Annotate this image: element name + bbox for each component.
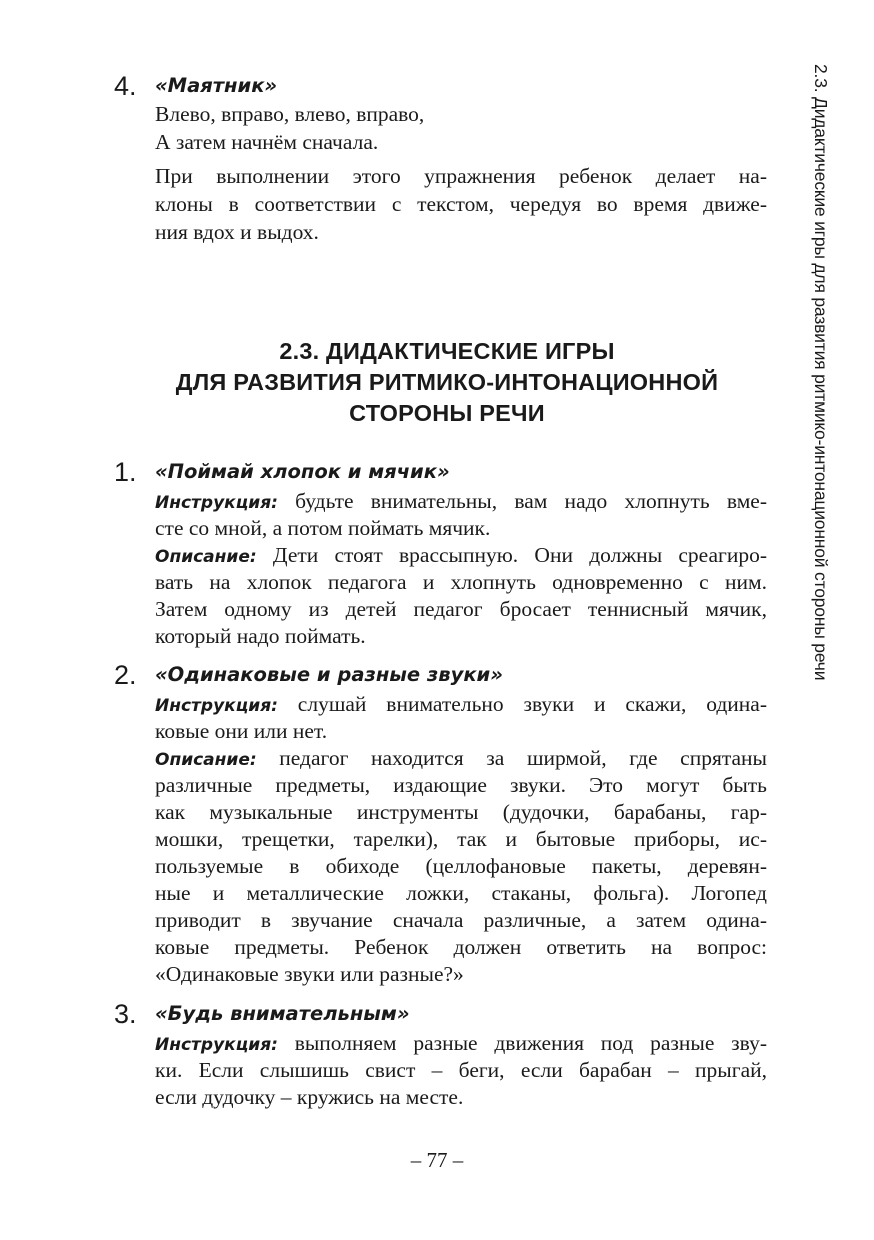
item-number: 3. xyxy=(114,999,137,1029)
section-heading-line: ДЛЯ РАЗВИТИЯ РИТМИКО-ИНТОНАЦИОННОЙ xyxy=(175,369,719,395)
paragraph-line: При выполнении этого упражнения ребенок делает на- xyxy=(155,164,767,188)
description-line: вать на хлопок педагога и хлопнуть одновременно с ним. xyxy=(155,570,767,594)
instruction-line: ки. Если слышишь свист – беги, если барабан – прыгай, xyxy=(155,1058,767,1082)
page-number: – 77 – xyxy=(410,1148,464,1172)
item-title: «Поймай хлопок и мячик» xyxy=(155,460,450,483)
description-line: как музыкальные инструменты (дудочки, барабаны, гар- xyxy=(155,800,767,824)
instruction-line: если дудочку – кружись на месте. xyxy=(155,1085,464,1109)
description-line: Затем одному из детей педагог бросает теннисный мячик, xyxy=(155,597,767,621)
instruction-label: Инструкция: xyxy=(155,493,278,513)
description-line: Описание: Дети стоят врассыпную. Они должны среагиро- xyxy=(155,543,767,567)
instruction-line: Инструкция: выполняем разные движения под разные зву- xyxy=(155,1031,767,1055)
paragraph-line: ния вдох и выдох. xyxy=(155,220,319,244)
item-title: «Маятник» xyxy=(155,74,278,97)
section-heading-line: 2.3. ДИДАКТИЧЕСКИЕ ИГРЫ xyxy=(279,338,615,364)
item-number: 1. xyxy=(114,457,137,487)
description-label: Описание: xyxy=(155,547,257,567)
description-label: Описание: xyxy=(155,750,257,770)
description-line: который надо поймать. xyxy=(155,624,366,648)
instruction-label: Инструкция: xyxy=(155,1035,278,1055)
section-heading-line: СТОРОНЫ РЕЧИ xyxy=(349,400,545,426)
description-line: приводит в звучание сначала различные, а затем одина- xyxy=(155,908,767,932)
instruction-line: сте со мной, а потом поймать мячик. xyxy=(155,516,491,540)
description-line: «Одинаковые звуки или разные?» xyxy=(155,962,464,986)
item-number: 2. xyxy=(114,660,137,690)
description-line: различные предметы, издающие звуки. Это могут быть xyxy=(155,773,767,797)
running-header-vertical: 2.3. Дидактические игры для развития ритмико-интонационной стороны речи xyxy=(811,64,831,681)
item-title: «Одинаковые и разные звуки» xyxy=(155,663,503,686)
item-number: 4. xyxy=(114,71,137,101)
description-line: пользуемые в обиходе (целлофановые пакеты, деревян- xyxy=(155,854,767,878)
paragraph-line: клоны в соответствии с текстом, чередуя во время движе- xyxy=(155,192,767,216)
instruction-label: Инструкция: xyxy=(155,696,278,716)
description-line: ные и металлические ложки, стаканы, фольга). Логопед xyxy=(155,881,767,905)
item-title: «Будь внимательным» xyxy=(155,1002,410,1025)
poem-line: А затем начнём сначала. xyxy=(155,130,379,154)
description-line: Описание: педагог находится за ширмой, где спрятаны xyxy=(155,746,767,770)
instruction-line: Инструкция: слушай внимательно звуки и скажи, одина- xyxy=(155,692,767,716)
instruction-line: ковые они или нет. xyxy=(155,719,328,743)
description-line: мошки, трещетки, тарелки), так и бытовые приборы, ис- xyxy=(155,827,767,851)
description-line: ковые предметы. Ребенок должен ответить на вопрос: xyxy=(155,935,767,959)
instruction-line: Инструкция: будьте внимательны, вам надо хлопнуть вме- xyxy=(155,489,767,513)
poem-line: Влево, вправо, влево, вправо, xyxy=(155,102,425,126)
